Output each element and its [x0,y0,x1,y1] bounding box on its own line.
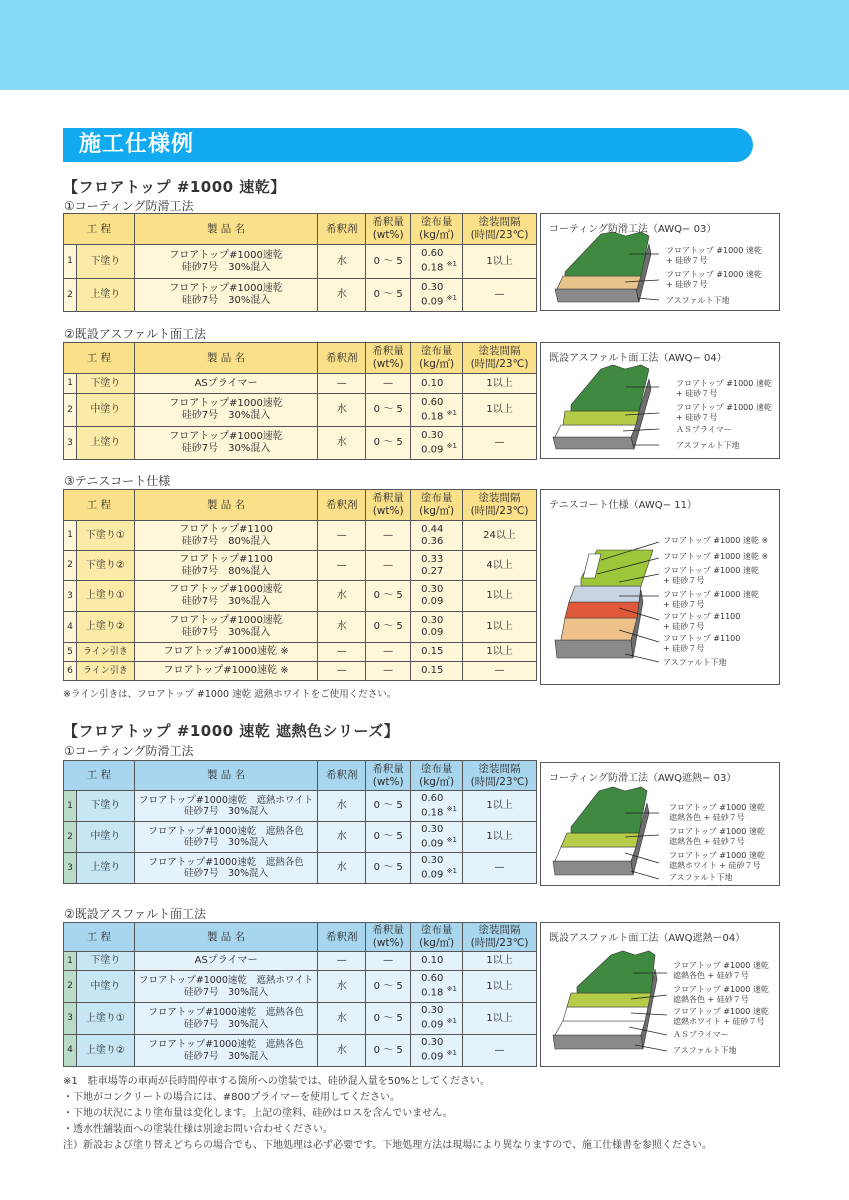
table-row: 2 中塗り フロアトップ#1000速乾 遮熱各色 硅砂7号 30%混入 水 0 ～ 5 0.30 0.09 $^{※1}$ 1以上 [64,822,537,853]
subtitle-coating: ①コーティング防滑工法 [64,199,194,213]
diagram-title: コーティング防滑工法（AWQ− 03） [549,224,717,235]
diagram-title: コーティング防滑工法（AWQ遮熱− 03） [549,773,737,784]
diagram-title: 既設アスファルト面工法（AWQ− 04） [549,353,727,364]
table-row: 2 上塗り フロアトップ#1000速乾 硅砂7号 30%混入 水 0 ～ 5 0.30 0.09 $^{※1}$ — [64,279,537,312]
layer-diagram-icon [541,490,781,686]
col-process: 工 程 [64,214,135,245]
table-row: 3 上塗り① フロアトップ#1000速乾 遮熱各色 硅砂7号 30%混入 水 0 ～ 5 0.30 0.09 $^{※1}$ 1以上 [64,1003,537,1035]
col-interval: 塗装間隔 (時間/23℃) [463,214,537,245]
spec-table-s1-asphalt: 工 程 製 品 名 希釈剤 希釈量 (wt%) 塗布量 (kg/㎡) 塗装間隔 (時間/23℃) 1 下塗り ASプライマー — — 0.10 1以上 2 中塗り フロアトップ#1000速乾 硅砂7号 30%混入 水 0 ～ 5 0.60 0.18 $^{※1}$ 1以上 3 上塗り フロアトップ#1000速乾 硅砂7号 30%混入 水 0 ～ 5 0.30 0.09 $^{※1}$ — [63,342,537,460]
footnote-3: ・下地の状況により塗布量は変化します。上記の塗料、硅砂はロスを含んでいません。 [63,1108,453,1119]
table-row: 2 中塗り フロアトップ#1000速乾 硅砂7号 30%混入 水 0 ～ 5 0.60 0.18 $^{※1}$ 1以上 [64,394,537,427]
col-product: 製 品 名 [134,214,318,245]
table-row: 1 下塗り フロアトップ#1000速乾 遮熱ホワイト 硅砂7号 30%混入 水 0 ～ 5 0.60 0.18 $^{※1}$ 1以上 [64,791,537,822]
col-dilution: 希釈量 (wt%) [366,214,411,245]
footnote-5: 注）新設および塗り替えどちらの場合でも、下地処理は必ず必要です。下地処理方法は現場により異なりますので、施工仕様書を参照ください。 [63,1140,712,1151]
diagram-awq-11: テニスコート仕様（AWQ− 11） フロアトップ #1000 速乾 ※ フロアトップ #1000 速乾 ※ フロアトップ #1000 速乾 + 硅砂７号 フロアトップ #1000 速乾 + 硅砂７号 フロアトップ #1100 + 硅砂７号 フロアトップ #1100 + 硅砂７号 アスファルト下地 [540,489,780,685]
table-row: 3 上塗り フロアトップ#1000速乾 硅砂7号 30%混入 水 0 ～ 5 0.30 0.09 $^{※1}$ — [64,427,537,460]
table-row: 4 上塗り② フロアトップ#1000速乾 遮熱各色 硅砂7号 30%混入 水 0 ～ 5 0.30 0.09 $^{※1}$ — [64,1035,537,1067]
spec-table-s1-tennis: 工 程 製 品 名 希釈剤 希釈量 (wt%) 塗布量 (kg/㎡) 塗装間隔 (時間/23℃) 1 下塗り① フロアトップ#1100 硅砂7号 80%混入 — — 0.44 0.36 24以上 2 下塗り② フロアトップ#1100 硅砂7号 80%混入 — — 0.33 0.27 4以上 3 上塗り① フロアトップ#1000速乾 硅砂7号 30%混入 水 0 ～ 5 0.30 0.09 1以上 4 上塗り② フロアトップ#1000速乾 硅砂7号 30%混入 水 0 ～ 5 0.30 0.09 1以上 5 ライン引き フロアトップ#1000速乾 ※ — — 0.15 1以上 6 ライン引き フロアトップ#1000速乾 ※ — — 0.15 — [63,489,537,681]
table-row: 1 下塗り① フロアトップ#1100 硅砂7号 80%混入 — — 0.44 0.36 24以上 [64,521,537,551]
series-heading-2: 【フロアトップ #1000 速乾 遮熱色シリーズ】 [63,722,400,740]
table-row: 3 上塗り フロアトップ#1000速乾 遮熱各色 硅砂7号 30%混入 水 0 ～ 5 0.30 0.09 $^{※1}$ — [64,853,537,884]
diagram-awq-04: 既設アスファルト面工法（AWQ− 04） フロアトップ #1000 速乾 + 硅砂７号 フロアトップ #1000 速乾 + 硅砂７号 ＡＳプライマー アスファルト下地 [540,342,780,459]
page-title: 施工仕様例 [63,128,753,162]
diagram-awq-heat-04: 既設アスファルト面工法（AWQ遮熱ー04） フロアトップ #1000 速乾 遮熱各色 + 硅砂７号 フロアトップ #1000 速乾 遮熱各色 + 硅砂７号 フロアトップ #1000 速乾 遮熱ホワイト + 硅砂７号 ＡＳプライマー アスファルト下地 [540,922,780,1067]
diagram-title: 既設アスファルト面工法（AWQ遮熱ー04） [549,933,746,944]
table-row: 1 下塗り フロアトップ#1000速乾 硅砂7号 30%混入 水 0 ～ 5 0.60 0.18 $^{※1}$ 1以上 [64,245,537,279]
diagram-title: テニスコート仕様（AWQ− 11） [549,500,697,511]
subtitle-coating-heat: ①コーティング防滑工法 [64,744,194,758]
col-amount: 塗布量 (kg/㎡) [411,214,463,245]
line-note: ※ライン引きは、フロアトップ #1000 速乾 遮熱ホワイトをご使用ください。 [63,689,397,700]
table-row: 1 下塗り ASプライマー — — 0.10 1以上 [64,952,537,971]
footnote-1: ※1 駐車場等の車両が長時間停車する箇所への塗装では、硅砂混入量を50%としてください。 [63,1076,490,1087]
subtitle-tennis: ③テニスコート仕様 [64,474,171,488]
table-row: 4 上塗り② フロアトップ#1000速乾 硅砂7号 30%混入 水 0 ～ 5 0.30 0.09 1以上 [64,612,537,643]
table-row: 1 下塗り ASプライマー — — 0.10 1以上 [64,374,537,394]
table-row: 5 ライン引き フロアトップ#1000速乾 ※ — — 0.15 1以上 [64,643,537,662]
series-heading-1: 【フロアトップ #1000 速乾】 [63,178,286,196]
spec-table-s2-coating: 工 程 製 品 名 希釈剤 希釈量 (wt%) 塗布量 (kg/㎡) 塗装間隔 (時間/23℃) 1 下塗り フロアトップ#1000速乾 遮熱ホワイト 硅砂7号 30%混入 水 0 ～ 5 0.60 0.18 $^{※1}$ 1以上 2 中塗り フロアトップ#1000速乾 遮熱各色 硅砂7号 30%混入 水 0 ～ 5 0.30 0.09 $^{※1}$ 1以上 3 上塗り フロアトップ#1000速乾 遮熱各色 硅砂7号 30%混入 水 0 ～ 5 0.30 0.09 $^{※1}$ — [63,760,537,884]
spec-table-s2-asphalt: 工 程 製 品 名 希釈剤 希釈量 (wt%) 塗布量 (kg/㎡) 塗装間隔 (時間/23℃) 1 下塗り ASプライマー — — 0.10 1以上 2 中塗り フロアトップ#1000速乾 遮熱ホワイト 硅砂7号 30%混入 水 0 ～ 5 0.60 0.18 $^{※1}$ 1以上 3 上塗り① フロアトップ#1000速乾 遮熱各色 硅砂7号 30%混入 水 0 ～ 5 0.30 0.09 $^{※1}$ 1以上 4 上塗り② フロアトップ#1000速乾 遮熱各色 硅砂7号 30%混入 水 0 ～ 5 0.30 0.09 $^{※1}$ — [63,922,537,1067]
top-banner [0,0,849,90]
table-row: 2 下塗り② フロアトップ#1100 硅砂7号 80%混入 — — 0.33 0.27 4以上 [64,551,537,581]
subtitle-asphalt: ②既設アスファルト面工法 [64,327,207,341]
spec-table-s1-coating [63,213,537,312]
diagram-awq-03: コーティング防滑工法（AWQ− 03） フロアトップ #1000 速乾 + 硅砂７号 フロアトップ #1000 速乾 + 硅砂７号 アスファルト下地 [540,213,780,311]
footnote-2: ・下地がコンクリートの場合には、#800プライマーを使用してください。 [63,1092,400,1103]
subtitle-asphalt-heat: ②既設アスファルト面工法 [64,907,207,921]
footnote-4: ・透水性舗装面への塗装仕様は別途お問い合わせください。 [63,1124,333,1135]
table-row: 2 中塗り フロアトップ#1000速乾 遮熱ホワイト 硅砂7号 30%混入 水 0 ～ 5 0.60 0.18 $^{※1}$ 1以上 [64,971,537,1003]
table-row: 3 上塗り① フロアトップ#1000速乾 硅砂7号 30%混入 水 0 ～ 5 0.30 0.09 1以上 [64,581,537,612]
table-row: 6 ライン引き フロアトップ#1000速乾 ※ — — 0.15 — [64,662,537,681]
col-thinner: 希釈剤 [318,214,366,245]
diagram-awq-heat-03: コーティング防滑工法（AWQ遮熱− 03） フロアトップ #1000 速乾 遮熱各色 + 硅砂７号 フロアトップ #1000 速乾 遮熱各色 + 硅砂７号 フロアトップ #1000 速乾 遮熱ホワイト + 硅砂７号 アスファルト下地 [540,762,780,886]
